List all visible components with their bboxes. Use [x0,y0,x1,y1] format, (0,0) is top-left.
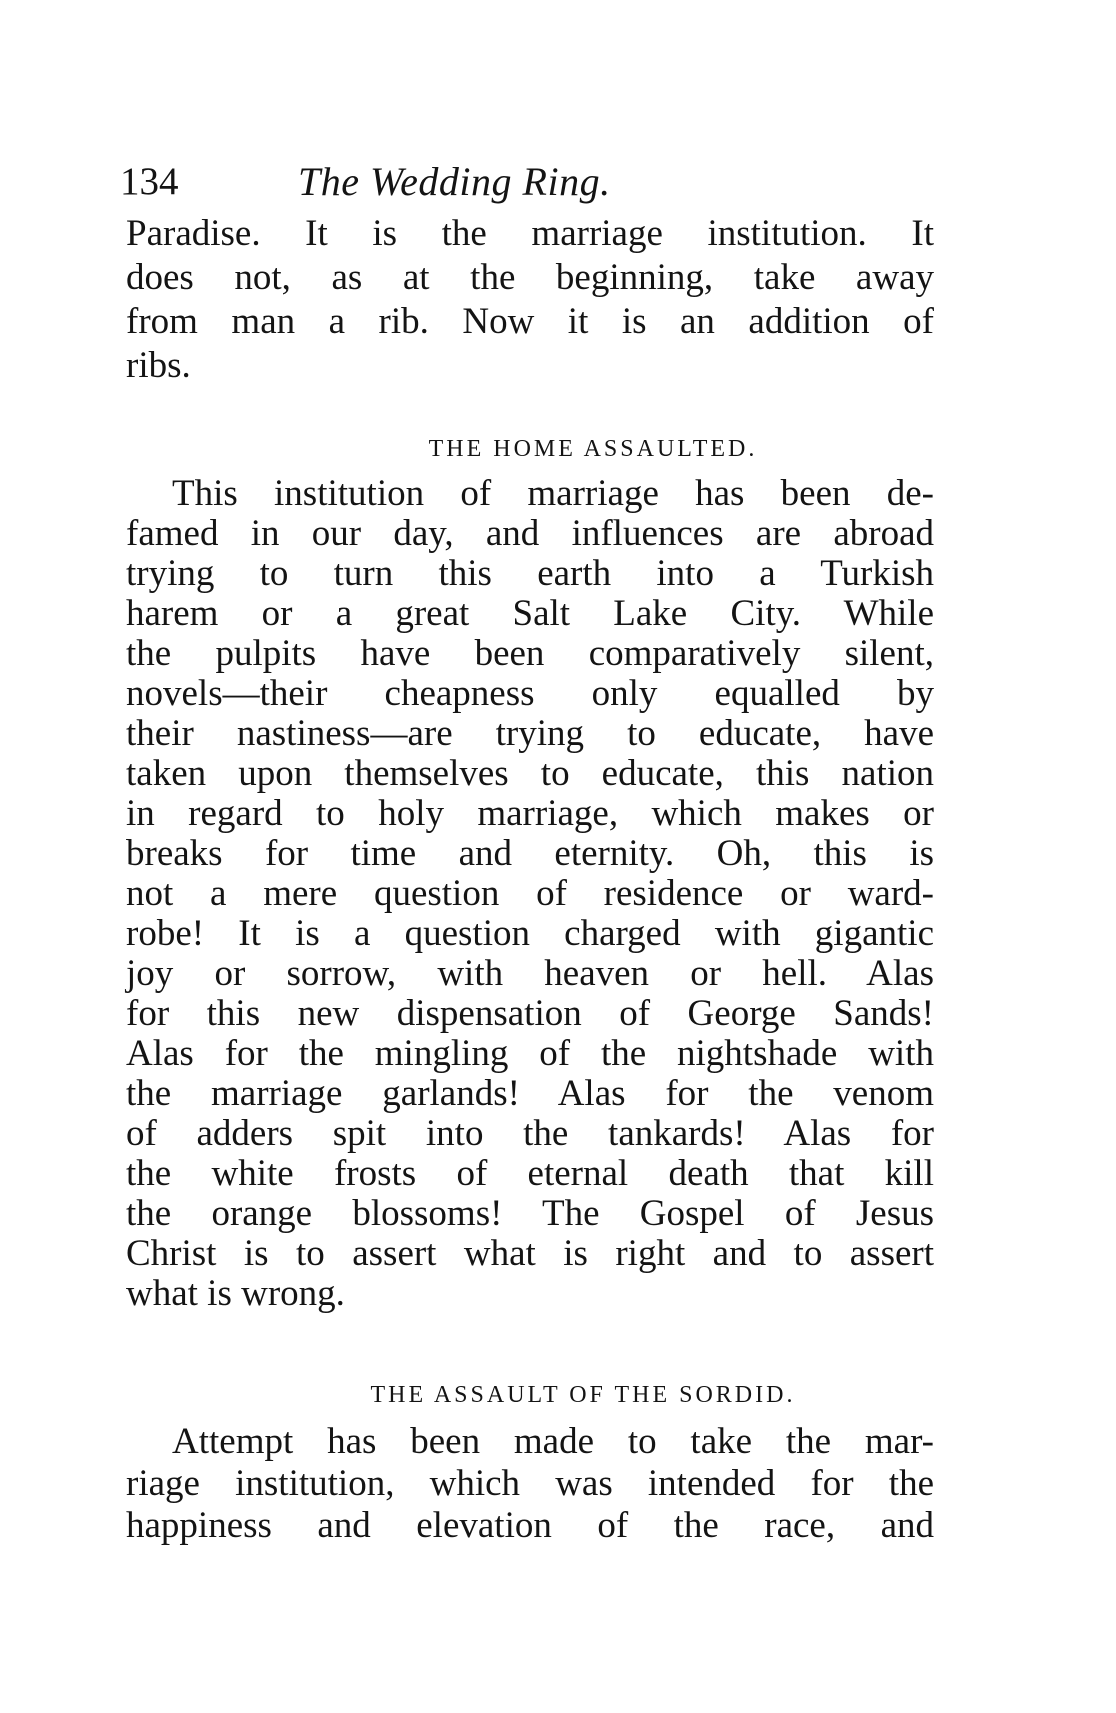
section-heading: THE ASSAULT OF THE SORDID. [370,1382,796,1408]
running-title: The Wedding Ring. [298,159,611,204]
text-line: novels—their cheapness only equalled by [126,673,934,714]
page-number: 134 [120,160,179,203]
text-line: happiness and elevation of the race, and [126,1505,934,1546]
text-line: joy or sorrow, with heaven or hell. Alas [126,953,934,994]
text-line: breaks for time and eternity. Oh, this is [126,833,934,874]
text-line: trying to turn this earth into a Turkish [126,553,934,594]
text-line: in regard to holy marriage, which makes or [126,793,934,834]
text-line: This institution of marriage has been de- [172,473,934,514]
text-line: the white frosts of eternal death that kill [126,1153,934,1194]
text-line: what is wrong. [126,1273,345,1314]
text-line: from man a rib. Now it is an addition of [126,301,934,342]
text-line: ribs. [126,345,191,386]
text-line: does not, as at the beginning, take away [126,257,934,298]
text-line: the pulpits have been comparatively silent, [126,633,934,674]
text-line: the marriage garlands! Alas for the venom [126,1073,934,1114]
text-line: their nastiness—are trying to educate, have [126,713,934,754]
text-line: the orange blossoms! The Gospel of Jesus [126,1193,934,1234]
text-line: harem or a great Salt Lake City. While [126,593,934,634]
text-line: taken upon themselves to educate, this nation [126,753,934,794]
text-line: for this new dispensation of George Sands! [126,993,934,1034]
text-line: Christ is to assert what is right and to assert [126,1233,934,1274]
text-line: Paradise. It is the marriage institution. It [126,213,934,254]
section-heading: THE HOME ASSAULTED. [428,436,758,462]
text-line: Alas for the mingling of the nightshade with [126,1033,934,1074]
text-line: robe! It is a question charged with gigantic [126,913,934,954]
text-line: not a mere question of residence or ward- [126,873,934,914]
text-line: riage institution, which was intended for the [126,1463,934,1504]
page-header [120,152,940,212]
text-line: of adders spit into the tankards! Alas for [126,1113,934,1154]
text-line: Attempt has been made to take the mar- [172,1421,934,1462]
text-line: famed in our day, and influences are abroad [126,513,934,554]
